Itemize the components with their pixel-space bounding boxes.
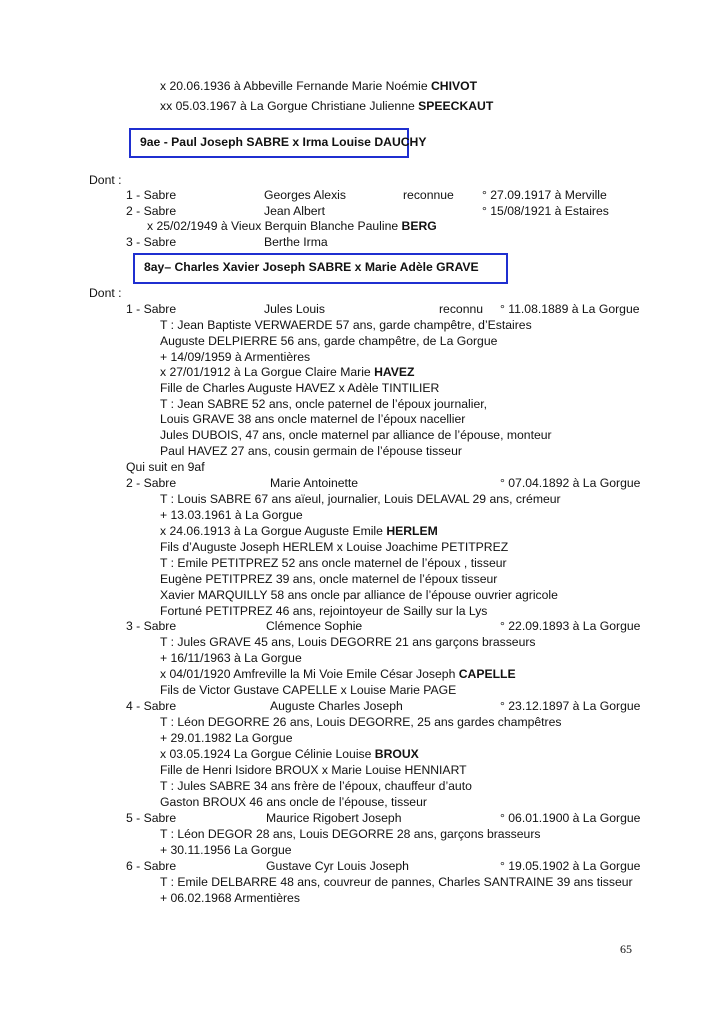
child-number: 5 - Sabre bbox=[126, 811, 177, 825]
detail-line: T : Léon DEGOR 28 ans, Louis DEGORRE 28 ans, garçons brasseurs bbox=[160, 827, 541, 841]
child-name: Marie Antoinette bbox=[270, 476, 359, 490]
detail-line: T : Jules GRAVE 45 ans, Louis DEGORRE 21 ans garçons brasseurs bbox=[160, 635, 536, 649]
child-birth: ° 11.08.1889 à La Gorgue bbox=[500, 302, 640, 316]
marriage-line: x 24.06.1913 à La Gorgue Auguste Emile HERLEM bbox=[160, 524, 438, 538]
detail-line: T : Emile DELBARRE 48 ans, couvreur de pannes, Charles SANTRAINE 39 ans tisseur bbox=[160, 875, 633, 889]
detail-line: + 13.03.1961 à La Gorgue bbox=[160, 508, 303, 522]
section-title-box bbox=[133, 253, 508, 284]
detail-line: Eugène PETITPREZ 39 ans, oncle maternel de l’époux tisseur bbox=[160, 572, 498, 586]
child-number: 2 - Sabre bbox=[126, 476, 177, 490]
child-birth: ° 06.01.1900 à La Gorgue bbox=[500, 811, 641, 825]
child-name: Jules Louis bbox=[264, 302, 325, 316]
section-title-box bbox=[129, 128, 427, 158]
detail-line: Louis GRAVE 38 ans oncle maternel de l’époux nacellier bbox=[160, 412, 466, 426]
detail-line: + 16/11/1963 à La Gorgue bbox=[160, 651, 302, 665]
detail-line: Fils de Victor Gustave CAPELLE x Louise Marie PAGE bbox=[160, 683, 457, 697]
child-birth: ° 23.12.1897 à La Gorgue bbox=[500, 699, 641, 713]
detail-line: + 14/09/1959 à Armentières bbox=[160, 350, 311, 364]
child-birth: ° 27.09.1917 à Merville bbox=[482, 188, 607, 202]
detail-line: Jules DUBOIS, 47 ans, oncle maternel par alliance de l’épouse, monteur bbox=[160, 428, 552, 442]
marriage-line: x 04/01/1920 Amfreville la Mi Voie Emile César Joseph CAPELLE bbox=[160, 667, 516, 681]
child-name: Georges Alexis bbox=[264, 188, 346, 202]
detail-line: + 06.02.1968 Armentières bbox=[160, 891, 300, 905]
child-number: 1 - Sabre bbox=[126, 188, 177, 202]
child-name: Berthe Irma bbox=[264, 235, 328, 249]
child-name: Maurice Rigobert Joseph bbox=[266, 811, 402, 825]
detail-line: T : Jean Baptiste VERWAERDE 57 ans, garde champêtre, d’Estaires bbox=[160, 318, 532, 332]
child-name: Auguste Charles Joseph bbox=[270, 699, 403, 713]
page-number: 65 bbox=[620, 942, 632, 956]
detail-line: T : Jean SABRE 52 ans, oncle paternel de l’époux journalier, bbox=[160, 397, 488, 411]
detail-line: + 30.11.1956 La Gorgue bbox=[160, 843, 292, 857]
detail-line: Fille de Henri Isidore BROUX x Marie Louise HENNIART bbox=[160, 763, 467, 777]
marriage-line: x 27/01/1912 à La Gorgue Claire Marie HAVEZ bbox=[160, 365, 415, 379]
child-name: Clémence Sophie bbox=[266, 619, 363, 633]
detail-line: T : Emile PETITPREZ 52 ans oncle maternel de l’époux , tisseur bbox=[160, 556, 507, 570]
child-number: 4 - Sabre bbox=[126, 699, 177, 713]
child-number: 6 - Sabre bbox=[126, 859, 177, 873]
child-number: 2 - Sabre bbox=[126, 204, 177, 218]
child-number: 1 - Sabre bbox=[126, 302, 177, 316]
dont-label: Dont : bbox=[89, 286, 122, 300]
child-number: 3 - Sabre bbox=[126, 619, 177, 633]
detail-line: T : Jules SABRE 34 ans frère de l’époux, chauffeur d’auto bbox=[160, 779, 472, 793]
detail-line: Fille de Charles Auguste HAVEZ x Adèle TINTILIER bbox=[160, 381, 440, 395]
child-note: reconnu bbox=[439, 302, 484, 316]
marriage-line: x 25/02/1949 à Vieux Berquin Blanche Pauline BERG bbox=[147, 219, 437, 233]
child-birth: ° 07.04.1892 à La Gorgue bbox=[500, 476, 641, 490]
follow-note: Qui suit en 9af bbox=[126, 460, 205, 474]
child-note: reconnue bbox=[403, 188, 454, 202]
child-birth: ° 19.05.1902 à La Gorgue bbox=[500, 859, 641, 873]
child-birth: ° 15/08/1921 à Estaires bbox=[482, 204, 609, 218]
detail-line: Paul HAVEZ 27 ans, cousin germain de l’épouse tisseur bbox=[160, 444, 462, 458]
detail-line: T : Léon DEGORRE 26 ans, Louis DEGORRE, 25 ans gardes champêtres bbox=[160, 715, 562, 729]
detail-line: Xavier MARQUILLY 58 ans oncle par alliance de l’épouse ouvrier agricole bbox=[160, 588, 558, 602]
section-title: 8ay– Charles Xavier Joseph SABRE x Marie Adèle GRAVE bbox=[144, 260, 479, 274]
detail-line: Auguste DELPIERRE 56 ans, garde champêtre, de La Gorgue bbox=[160, 334, 498, 348]
text-line: xx 05.03.1967 à La Gorgue Christiane Julienne SPEECKAUT bbox=[160, 99, 494, 113]
section-title: 9ae - Paul Joseph SABRE x Irma Louise DAUCHY bbox=[140, 135, 427, 149]
detail-line: T : Louis SABRE 67 ans aïeul, journalier, Louis DELAVAL 29 ans, crémeur bbox=[160, 492, 561, 506]
child-number: 3 - Sabre bbox=[126, 235, 177, 249]
detail-line: Fils d’Auguste Joseph HERLEM x Louise Joachime PETITPREZ bbox=[160, 540, 509, 554]
text-line: x 20.06.1936 à Abbeville Fernande Marie Noémie CHIVOT bbox=[160, 79, 478, 93]
dont-label: Dont : bbox=[89, 173, 122, 187]
detail-line: + 29.01.1982 La Gorgue bbox=[160, 731, 293, 745]
child-birth: ° 22.09.1893 à La Gorgue bbox=[500, 619, 641, 633]
marriage-line: x 03.05.1924 La Gorgue Célinie Louise BROUX bbox=[160, 747, 419, 761]
detail-line: Gaston BROUX 46 ans oncle de l’épouse, tisseur bbox=[160, 795, 427, 809]
child-name: Gustave Cyr Louis Joseph bbox=[266, 859, 409, 873]
child-name: Jean Albert bbox=[264, 204, 325, 218]
detail-line: Fortuné PETITPREZ 46 ans, rejointoyeur de Sailly sur la Lys bbox=[160, 604, 488, 618]
